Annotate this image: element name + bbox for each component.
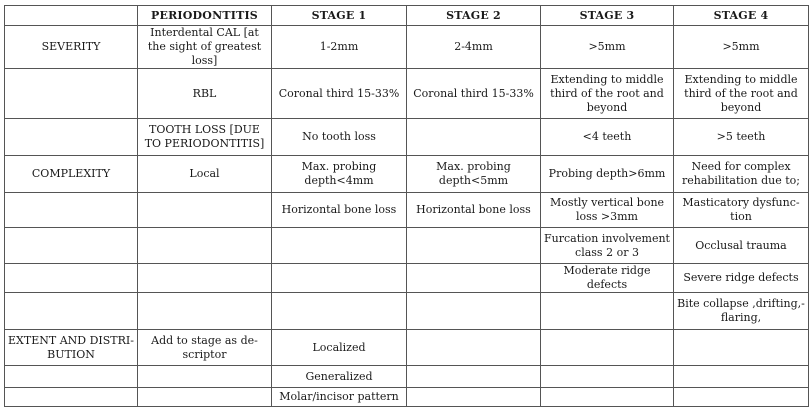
header-cell-stage-4: STAGE 4 [674, 6, 809, 26]
table-cell [407, 119, 541, 156]
table-row [5, 228, 809, 264]
table-cell: No tooth loss [272, 119, 407, 156]
table-cell [407, 293, 541, 330]
header-cell-periodontitis: PERIODONTITIS [138, 6, 272, 26]
table-row [5, 293, 809, 330]
table-cell: TOOTH LOSS [DUE TO PERIODONTITIS] [138, 119, 272, 156]
table-row [5, 366, 809, 388]
header-cell-stage-1: STAGE 1 [272, 6, 407, 26]
table-row [5, 26, 809, 69]
table-cell [541, 388, 674, 407]
table-cell [674, 366, 809, 388]
table-cell [541, 293, 674, 330]
table-cell [138, 228, 272, 264]
table-cell: Horizontal bone loss [272, 193, 407, 228]
header-cell-blank [5, 6, 138, 26]
table-cell [407, 388, 541, 407]
table-cell [407, 330, 541, 366]
table-cell [5, 366, 138, 388]
table-cell: Horizontal bone loss [407, 193, 541, 228]
table-cell: <4 teeth [541, 119, 674, 156]
table-cell [138, 388, 272, 407]
table-cell: >5 teeth [674, 119, 809, 156]
table-row [5, 330, 809, 366]
table-cell: SEVERITY [5, 26, 138, 69]
table-cell [5, 119, 138, 156]
table-cell: Add to stage as de-scriptor [138, 330, 272, 366]
table-cell [272, 228, 407, 264]
table-cell: >5mm [674, 26, 809, 69]
table-cell [5, 193, 138, 228]
table-row [5, 193, 809, 228]
table-cell [5, 264, 138, 293]
table-row [5, 156, 809, 193]
header-cell-stage-2: STAGE 2 [407, 6, 541, 26]
table-cell: Localized [272, 330, 407, 366]
table-row [5, 388, 809, 407]
table-cell: Molar/incisor pattern [272, 388, 407, 407]
periodontitis-staging-table [4, 5, 809, 407]
table-cell: RBL [138, 69, 272, 119]
table-cell: Coronal third 15-33% [407, 69, 541, 119]
table-cell [138, 293, 272, 330]
header-cell-stage-3: STAGE 3 [541, 6, 674, 26]
table-row [5, 264, 809, 293]
table-cell [138, 193, 272, 228]
header-row [5, 6, 809, 26]
table-cell: Moderate ridge defects [541, 264, 674, 293]
table-cell [407, 264, 541, 293]
table-cell [138, 366, 272, 388]
table-cell [5, 69, 138, 119]
table-cell: Occlusal trauma [674, 228, 809, 264]
table-row [5, 119, 809, 156]
table-cell [272, 293, 407, 330]
table-cell: COMPLEXITY [5, 156, 138, 193]
table-cell: EXTENT AND DISTRI-BUTION [5, 330, 138, 366]
table-cell: Masticatory dysfunc-tion [674, 193, 809, 228]
table-cell: Max. probing depth<4mm [272, 156, 407, 193]
table-cell: 2-4mm [407, 26, 541, 69]
table-cell [407, 366, 541, 388]
table-cell: Generalized [272, 366, 407, 388]
table-cell [674, 388, 809, 407]
table-cell [5, 228, 138, 264]
table-cell [407, 228, 541, 264]
table-cell: Severe ridge defects [674, 264, 809, 293]
table-cell [5, 293, 138, 330]
table-cell: Interdental CAL [at the sight of greatest loss] [138, 26, 272, 69]
table-cell [272, 264, 407, 293]
table-cell [138, 264, 272, 293]
table-cell: Mostly vertical bone loss >3mm [541, 193, 674, 228]
table-cell: Probing depth>6mm [541, 156, 674, 193]
table-cell: Max. probing depth<5mm [407, 156, 541, 193]
table-cell: Furcation involvement class 2 or 3 [541, 228, 674, 264]
table-cell: 1-2mm [272, 26, 407, 69]
table-cell: Local [138, 156, 272, 193]
table-cell [541, 366, 674, 388]
table-row [5, 69, 809, 119]
table-cell: Bite collapse ,drifting,-flaring, [674, 293, 809, 330]
table-cell: Extending to middle third of the root and beyond [541, 69, 674, 119]
table-cell [541, 330, 674, 366]
table-cell [674, 330, 809, 366]
table-cell: Need for complex rehabilitation due to; [674, 156, 809, 193]
table-cell [5, 388, 138, 407]
table-cell: >5mm [541, 26, 674, 69]
table-cell: Extending to middle third of the root and beyond [674, 69, 809, 119]
table-cell: Coronal third 15-33% [272, 69, 407, 119]
